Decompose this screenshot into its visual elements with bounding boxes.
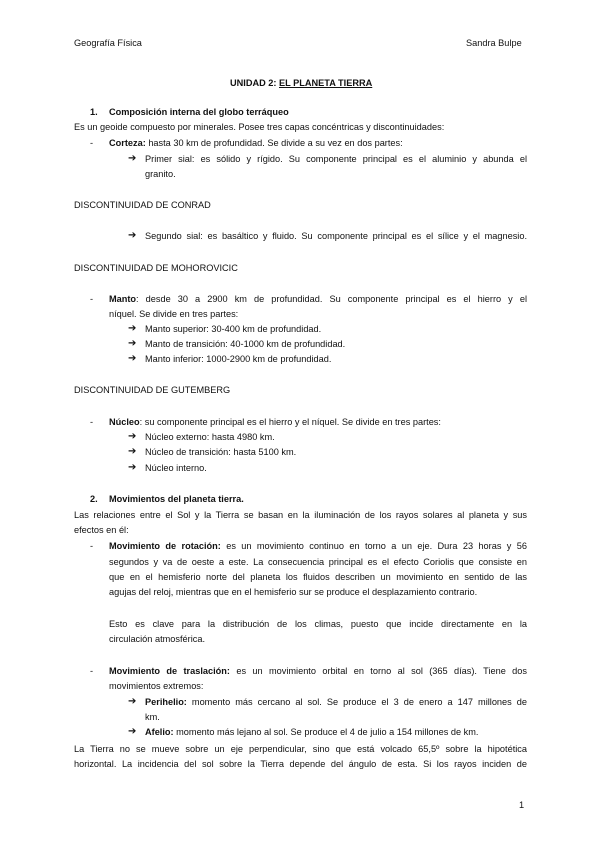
closing-line2: horizontal. La incidencia del sol sobre la Tierra depende del ángulo de esta. Si los rayos inciden de: [74, 759, 527, 769]
dash-bullet: -: [90, 294, 94, 304]
disc-conrad: DISCONTINUIDAD DE CONRAD: [74, 200, 211, 210]
rotacion-para2-line1: Esto es clave para la distribución de los climas, puesto que incide directamente en la: [109, 619, 527, 629]
corteza-text: hasta 30 km de profundidad. Se divide a su vez en dos partes:: [145, 138, 403, 148]
title-prefix: UNIDAD 2:: [230, 78, 280, 88]
section2-intro-line1: Las relaciones entre el Sol y la Tierra se basan en la iluminación de los rayos solares al planeta y sus: [74, 510, 527, 520]
arrow-bullet-icon: ➔: [128, 462, 137, 473]
perihelio-line1-text: momento más cercano al sol. Se produce el 3 de enero a 147 millones de: [186, 697, 527, 707]
perihelio-line2: km.: [145, 712, 160, 722]
title-underlined: EL PLANETA TIERRA: [279, 78, 373, 88]
page-title: [230, 77, 372, 89]
section1-heading: Composición interna del globo terráqueo: [109, 107, 289, 117]
arrow-bullet-icon: ➔: [128, 323, 137, 334]
sial2-line: Segundo sial: es basáltico y fluido. Su componente principal es el sílice y el magnesio.: [145, 231, 527, 241]
rotacion-line4: agujas del reloj, mientras que en el hemisferio sur se produce el desplazamiento contrario.: [109, 587, 478, 597]
sial1-line2: granito.: [145, 169, 176, 179]
traslacion-line2: movimientos extremos:: [109, 681, 204, 691]
manto-line2: níquel. Se divide en tres partes:: [109, 309, 239, 319]
arrow-bullet-icon: ➔: [128, 153, 137, 164]
nucleo-item: Núcleo de transición: hasta 5100 km.: [145, 447, 297, 457]
rotacion-line1-text: es un movimiento continuo en torno a un eje. Dura 23 horas y 56: [220, 541, 527, 551]
manto-term: Manto: [109, 294, 137, 304]
rotacion-term: Movimiento de rotación:: [109, 541, 221, 551]
rotacion-line3: que en el hemisferio norte del planeta los fluidos describen un movimiento en sentido de las: [109, 572, 527, 582]
section1-intro: Es un geoide compuesto por minerales. Posee tres capas concéntricas y discontinuidades:: [74, 122, 445, 132]
section1-number: 1.: [90, 107, 98, 117]
nucleo-term: Núcleo: [109, 417, 140, 427]
dash-bullet: -: [90, 138, 94, 148]
traslacion-line1-text: es un movimiento orbital en torno al sol (365 días). Tiene dos: [229, 666, 527, 676]
arrow-bullet-icon: ➔: [128, 726, 137, 737]
corteza-line: [109, 137, 403, 149]
manto-item: Manto superior: 30-400 km de profundidad.: [145, 324, 322, 334]
corteza-term: Corteza:: [109, 138, 146, 148]
section2-heading: Movimientos del planeta tierra.: [109, 494, 244, 504]
arrow-bullet-icon: ➔: [128, 431, 137, 442]
nucleo-text: : su componente principal es el hierro y el níquel. Se divide en tres partes:: [139, 417, 441, 427]
nucleo-line: [109, 416, 441, 428]
arrow-bullet-icon: ➔: [128, 338, 137, 349]
disc-gutemberg: DISCONTINUIDAD DE GUTEMBERG: [74, 385, 231, 395]
arrow-bullet-icon: ➔: [128, 353, 137, 364]
sial1-line1: Primer sial: es sólido y rígido. Su componente principal es el aluminio y abunda el: [145, 154, 527, 164]
traslacion-term: Movimiento de traslación:: [109, 666, 230, 676]
perihelio-line1: [145, 696, 527, 708]
arrow-bullet-icon: ➔: [128, 696, 137, 707]
afelio-term: Afelio:: [145, 727, 174, 737]
dash-bullet: -: [90, 666, 94, 676]
section2-number: 2.: [90, 494, 98, 504]
perihelio-term: Perihelio:: [145, 697, 187, 707]
afelio-text: momento más lejano al sol. Se produce el 4 de julio a 154 millones de km.: [173, 727, 479, 737]
rotacion-para2-line2: circulación atmosférica.: [109, 634, 205, 644]
dash-bullet: -: [90, 541, 94, 551]
disc-mohorovicic: DISCONTINUIDAD DE MOHOROVICIC: [74, 263, 238, 273]
manto-line1-text: : desde 30 a 2900 km de profundidad. Su componente principal es el hierro y el: [136, 294, 527, 304]
header-right: Sandra Bulpe: [466, 38, 522, 48]
header-left: Geografía Física: [74, 38, 142, 48]
arrow-bullet-icon: ➔: [128, 446, 137, 457]
manto-item: Manto de transición: 40-1000 km de profundidad.: [145, 339, 346, 349]
rotacion-line2: segundos y va de oeste a este. La consecuencia principal es el efecto Coriolis que consiste en: [109, 557, 527, 567]
manto-line1: [109, 293, 527, 305]
dash-bullet: -: [90, 417, 94, 427]
traslacion-line1: [109, 665, 527, 677]
nucleo-item: Núcleo interno.: [145, 463, 207, 473]
section2-intro-line2: efectos en él:: [74, 525, 129, 535]
manto-item: Manto inferior: 1000-2900 km de profundidad.: [145, 354, 332, 364]
closing-line1: La Tierra no se mueve sobre un eje perpendicular, sino que está volcado 65,5º sobre la hipotética: [74, 744, 527, 754]
afelio-line: [145, 726, 478, 738]
nucleo-item: Núcleo externo: hasta 4980 km.: [145, 432, 275, 442]
rotacion-line1: [109, 540, 527, 552]
arrow-bullet-icon: ➔: [128, 230, 137, 241]
page-number: 1: [519, 800, 525, 810]
